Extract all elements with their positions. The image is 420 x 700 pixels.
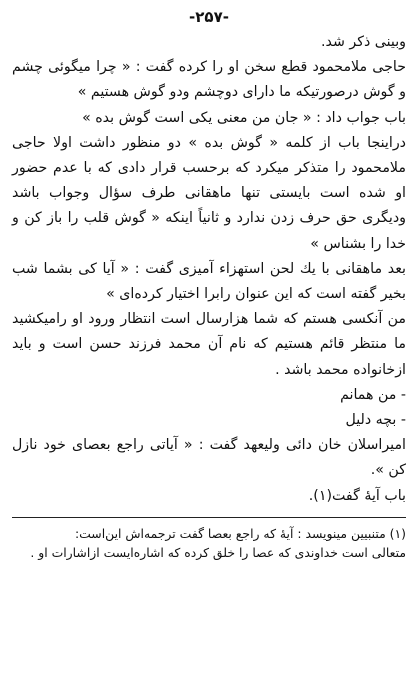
paragraph: وبینی ذکر شد. xyxy=(321,34,406,50)
paragraph: من آنکسی هستم که شما هزارسال است انتظار ورود او رامیکشید ما منتظر قائم هستیم که نام آن محمد فرزند حسن است و باید ازخانواده محمد باشد . xyxy=(12,311,406,378)
footnote-line: (۱) متنبیین مینویسد : آیهٔ که راجع بعصا گفت ترجمه‌اش این‌است: xyxy=(74,525,406,541)
footnote-line: متعالی است خداوندی که عصا را خلق کرده که اشاره‌ایست ازاشارات او . xyxy=(30,544,406,560)
paragraph: باب جواب داد : « جان من معنی یکی است گوش بده » xyxy=(82,109,406,126)
dialogue-line: - بچه دلیل xyxy=(345,412,406,429)
footnote xyxy=(12,524,406,562)
paragraph: باب آیهٔ گفت(۱). xyxy=(308,487,406,504)
paragraph: امیراسلان خان دائی ولیعهد گفت : « آیاتی راجع بعصای خود نازل کن ». xyxy=(12,437,406,479)
page-number: -۲۵۷- xyxy=(189,8,229,26)
footnote-divider xyxy=(12,517,406,518)
main-text xyxy=(12,30,406,509)
dialogue-line: - من همانم xyxy=(340,386,406,403)
paragraph: دراینجا باب از کلمه « گوش بده » دو منظور داشت اولا حاجی ملامحمود را متذکر میکرد که برحسب قرار دادی که با عدم حضور او شده است بایستی تنها ماهقانی طرف سؤال وجواب باشد ودیگری حق حرف زدن ندارد و ثانیاً اینکه « گوش قلب را باز کن و خدا را بشناس » xyxy=(12,134,406,252)
paragraph: حاجی ملامحمود قطع سخن او را کرده گفت : « چرا میگوئی چشم و گوش درصورتیکه ما دارای دوچشم ودو گوش هستیم » xyxy=(12,59,406,101)
paragraph: بعد ماهقانی با یك لحن استهزاء آمیزی گفت : « آیا کی بشما شب بخیر گفته است که این عنوان رابرا اختیار کرده‌ای » xyxy=(12,260,406,303)
